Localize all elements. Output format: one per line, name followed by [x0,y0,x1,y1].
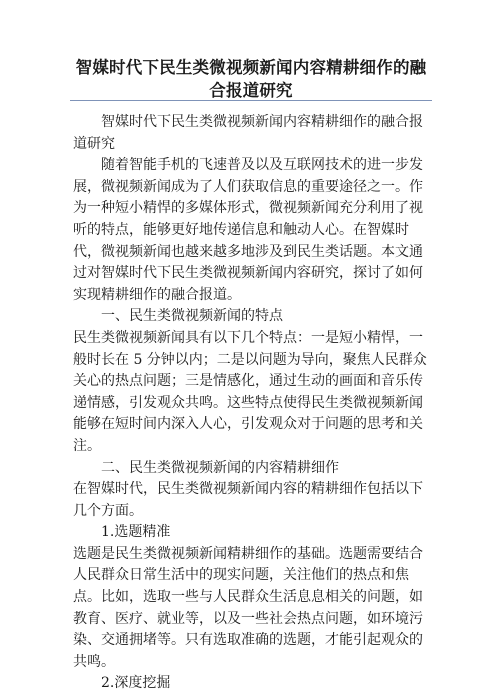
intro-paragraph: 随着智能手机的飞速普及以及互联网技术的进一步发展，微视频新闻成为了人们获取信息的重要途径之一。作为一种短小精悍的多媒体形式，微视频新闻充分利用了视听的特点，能够更好地传递信息和触动人心。在智媒时代，微视频新闻也越来越多地涉及到民生类话题。本文通过对智媒时代下民生类微视频新闻内容研究，探讨了如何实现精耕细作的融合报道。 [73,157,423,303]
document-title: 智媒时代下民生类微视频新闻内容精耕细作的融合报道研究 [75,58,427,100]
document-body [73,112,435,695]
section-heading-2: 二、民生类微视频新闻的内容精耕细作 [101,459,339,476]
subsection-1-paragraph: 选题是民生类微视频新闻精耕细作的基础。选题需要结合人民群众日常生活中的现实问题，关注他们的热点和焦点。比如，选取一些与人民群众生活息息相关的问题，如教育、医疗、就业等，以及一些社会热点问题，如环境污染、交通拥堵等。只有选取准确的选题，才能引起观众的共鸣。 [73,545,423,670]
section-2-paragraph: 在智媒时代，民生类微视频新闻内容的精耕细作包括以下几个方面。 [73,481,423,519]
title-divider [70,100,432,101]
subtitle-repeat: 智媒时代下民生类微视频新闻内容精耕细作的融合报道研究 [73,114,423,152]
section-heading-1: 一、民生类微视频新闻的特点 [101,308,283,325]
subsection-heading-2: 2.深度挖掘 [101,675,171,692]
section-1-paragraph: 民生类微视频新闻具有以下几个特点：一是短小精悍，一般时长在 5 分钟以内；二是以问题为导向，聚焦人民群众关心的热点问题；三是情感化，通过生动的画面和音乐传递情感，引发观众共鸣。这些特点使得民生类微视频新闻能够在短时间内深入人心，引发观众对于问题的思考和关注。 [73,329,427,454]
subsection-heading-1: 1.选题精准 [101,524,171,541]
